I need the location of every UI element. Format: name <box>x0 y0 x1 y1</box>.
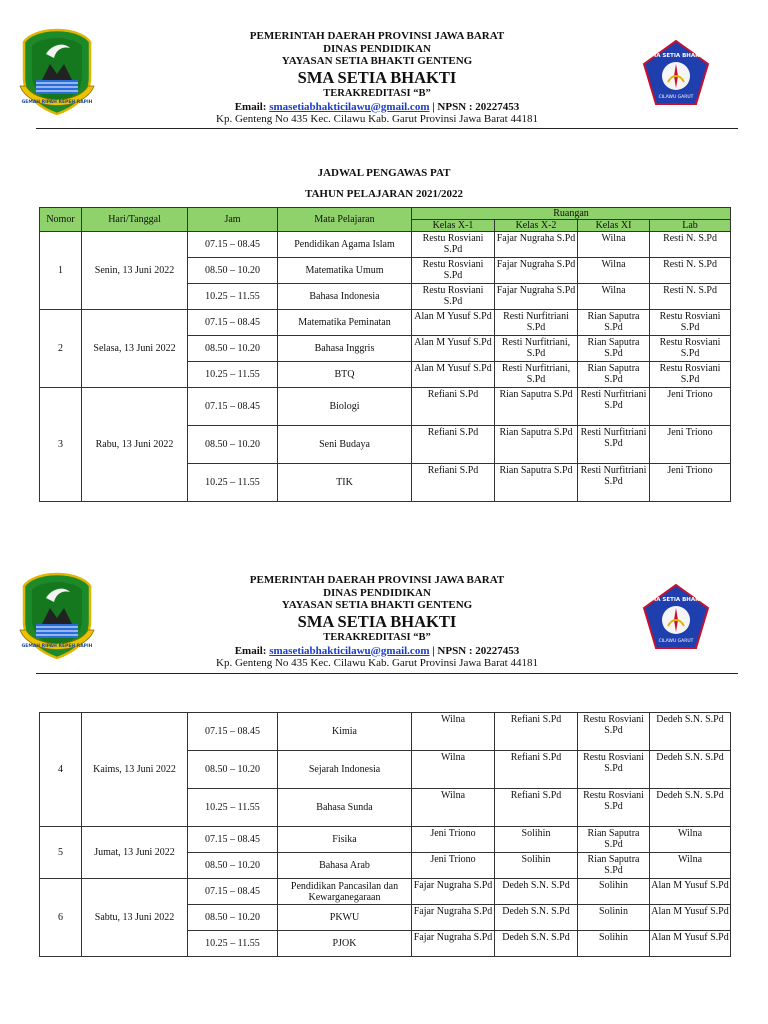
npsn: | NPSN : 20227453 <box>429 100 520 113</box>
time-slot: 08.50 – 10.20 <box>188 426 278 464</box>
school-logo-icon <box>640 582 712 654</box>
contact-line <box>16 645 738 658</box>
subject: Kimia <box>278 713 412 751</box>
proctor-x2: Fajar Nugraha S.Pd <box>495 232 578 258</box>
proctor-xi: Restu Rosviani S.Pd <box>578 713 650 751</box>
proctor-x1: Alan M Yusuf S.Pd <box>412 336 495 362</box>
proctor-x1: Jeni Triono <box>412 853 495 879</box>
subject: Pendidikan Agama Islam <box>278 232 412 258</box>
letterhead <box>16 570 738 670</box>
proctor-xi: Rian Saputra S.Pd <box>578 362 650 388</box>
proctor-lab: Restu Rosviani S.Pd <box>650 362 731 388</box>
proctor-x1: Refiani S.Pd <box>412 426 495 464</box>
foundation-line: YAYASAN SETIA BHAKTI GENTENG <box>281 599 473 611</box>
proctor-x2: Refiani S.Pd <box>495 751 578 789</box>
proctor-x1: Wilna <box>412 713 495 751</box>
proctor-xi: Rian Saputra S.Pd <box>578 827 650 853</box>
time-slot: 10.25 – 11.55 <box>188 284 278 310</box>
gov-line: PEMERINTAH DAERAH PROVINSI JAWA BARAT <box>249 30 505 42</box>
proctor-x2: Resti Nurfitriani, S.Pd <box>495 362 578 388</box>
proctor-x1: Fajar Nugraha S.Pd <box>412 931 495 957</box>
letterhead-rule <box>36 673 738 674</box>
header-room: Lab <box>650 220 731 232</box>
proctor-lab: Jeni Triono <box>650 426 731 464</box>
proctor-xi: Solihin <box>578 879 650 905</box>
accreditation: TERAKREDITASI “B” <box>323 631 431 643</box>
proctor-x1: Wilna <box>412 751 495 789</box>
proctor-xi: Solihin <box>578 931 650 957</box>
letterhead-rule <box>36 128 738 129</box>
table-row <box>40 713 731 751</box>
time-slot: 10.25 – 11.55 <box>188 464 278 502</box>
proctor-x1: Restu Rosviani S.Pd <box>412 258 495 284</box>
header-room: Kelas XI <box>578 220 650 232</box>
time-slot: 07.15 – 08.45 <box>188 879 278 905</box>
proctor-x2: Dedeh S.N. S.Pd <box>495 879 578 905</box>
subject: Pendidikan Pancasilan dan Kewarganegaraan <box>278 879 412 905</box>
proctor-x2: Rian Saputra S.Pd <box>495 388 578 426</box>
proctor-x2: Rian Saputra S.Pd <box>495 464 578 502</box>
proctor-x2: Solihin <box>495 853 578 879</box>
email-link[interactable]: smasetiabhakticilawu@gmail.com <box>269 644 430 657</box>
proctor-x2: Refiani S.Pd <box>495 713 578 751</box>
day-date: Rabu, 13 Juni 2022 <box>82 388 188 502</box>
time-slot: 07.15 – 08.45 <box>188 232 278 258</box>
letterhead <box>16 26 738 126</box>
proctor-xi: Wilna <box>578 258 650 284</box>
svg-text:SMA SETIA BHAKTI: SMA SETIA BHAKTI <box>646 597 706 603</box>
time-slot: 10.25 – 11.55 <box>188 789 278 827</box>
subject: Matematika Umum <box>278 258 412 284</box>
day-number: 3 <box>40 388 82 502</box>
proctor-lab: Dedeh S.N. S.Pd <box>650 789 731 827</box>
subject: Bahasa Arab <box>278 853 412 879</box>
time-slot: 08.50 – 10.20 <box>188 258 278 284</box>
contact-line <box>16 101 738 114</box>
time-slot: 07.15 – 08.45 <box>188 713 278 751</box>
proctor-x2: Fajar Nugraha S.Pd <box>495 258 578 284</box>
time-slot: 08.50 – 10.20 <box>188 853 278 879</box>
time-slot: 08.50 – 10.20 <box>188 751 278 789</box>
subject: Sejarah Indonesia <box>278 751 412 789</box>
accreditation: TERAKREDITASI “B” <box>323 87 431 99</box>
proctor-x2: Fajar Nugraha S.Pd <box>495 284 578 310</box>
table-row <box>40 388 731 426</box>
proctor-x2: Rian Saputra S.Pd <box>495 426 578 464</box>
email-label: Email: <box>234 644 270 657</box>
gov-line: PEMERINTAH DAERAH PROVINSI JAWA BARAT <box>249 574 505 586</box>
proctor-lab: Alan M Yusuf S.Pd <box>650 879 731 905</box>
address: Kp. Genteng No 435 Kec. Cilawu Kab. Garut Provinsi Jawa Barat 44181 <box>216 657 538 669</box>
proctor-xi: Resti Nurfitriani S.Pd <box>578 388 650 426</box>
svg-text:SMA SETIA BHAKTI: SMA SETIA BHAKTI <box>646 53 706 59</box>
header-mapel: Mata Pelajaran <box>278 208 412 232</box>
document-title: JADWAL PENGAWAS PAT <box>317 167 451 179</box>
subject: Matematika Peminatan <box>278 310 412 336</box>
npsn: | NPSN : 20227453 <box>429 644 520 657</box>
day-number: 2 <box>40 310 82 388</box>
email-label: Email: <box>234 100 270 113</box>
proctor-lab: Dedeh S.N. S.Pd <box>650 751 731 789</box>
svg-text:CILAWU GARUT: CILAWU GARUT <box>658 639 694 644</box>
proctor-xi: Rian Saputra S.Pd <box>578 336 650 362</box>
subject: Bahasa Inggris <box>278 336 412 362</box>
proctor-x2: Refiani S.Pd <box>495 789 578 827</box>
time-slot: 07.15 – 08.45 <box>188 310 278 336</box>
proctor-xi: Wilna <box>578 284 650 310</box>
header-nomor: Nomor <box>40 208 82 232</box>
proctor-xi: Rian Saputra S.Pd <box>578 853 650 879</box>
proctor-lab: Resti N. S.Pd <box>650 284 731 310</box>
proctor-lab: Jeni Triono <box>650 464 731 502</box>
svg-text:GEMAH RIPAH REPEH RAPIH: GEMAH RIPAH REPEH RAPIH <box>21 100 93 105</box>
letterhead-text <box>16 574 738 670</box>
foundation-line: YAYASAN SETIA BHAKTI GENTENG <box>281 55 473 67</box>
proctor-xi: Restu Rosviani S.Pd <box>578 751 650 789</box>
day-date: Jumat, 13 Juni 2022 <box>82 827 188 879</box>
subject: Fisika <box>278 827 412 853</box>
time-slot: 08.50 – 10.20 <box>188 905 278 931</box>
proctor-xi: Restu Rosviani S.Pd <box>578 789 650 827</box>
proctor-x2: Resti Nurfitriani S.Pd <box>495 310 578 336</box>
proctor-lab: Alan M Yusuf S.Pd <box>650 931 731 957</box>
address: Kp. Genteng No 435 Kec. Cilawu Kab. Garut Provinsi Jawa Barat 44181 <box>216 113 538 125</box>
day-number: 4 <box>40 713 82 827</box>
school-name: SMA SETIA BHAKTI <box>297 611 457 631</box>
email-link[interactable]: smasetiabhakticilawu@gmail.com <box>269 100 430 113</box>
table-row <box>40 827 731 853</box>
day-date: Senin, 13 Juni 2022 <box>82 232 188 310</box>
schedule-table <box>39 207 731 502</box>
proctor-x2: Solihin <box>495 827 578 853</box>
proctor-x1: Fajar Nugraha S.Pd <box>412 905 495 931</box>
proctor-x1: Restu Rosviani S.Pd <box>412 284 495 310</box>
proctor-lab: Restu Rosviani S.Pd <box>650 310 731 336</box>
time-slot: 10.25 – 11.55 <box>188 362 278 388</box>
letterhead-text <box>16 30 738 126</box>
day-number: 5 <box>40 827 82 879</box>
proctor-lab: Wilna <box>650 853 731 879</box>
proctor-lab: Jeni Triono <box>650 388 731 426</box>
subject: Seni Budaya <box>278 426 412 464</box>
proctor-xi: Resti Nurfitriani S.Pd <box>578 426 650 464</box>
proctor-x2: Resti Nurfitriani, S.Pd <box>495 336 578 362</box>
proctor-lab: Resti N. S.Pd <box>650 232 731 258</box>
svg-text:CILAWU GARUT: CILAWU GARUT <box>658 95 694 100</box>
proctor-x1: Refiani S.Pd <box>412 388 495 426</box>
proctor-x1: Fajar Nugraha S.Pd <box>412 879 495 905</box>
table-row <box>40 310 731 336</box>
proctor-x1: Restu Rosviani S.Pd <box>412 232 495 258</box>
school-name: SMA SETIA BHAKTI <box>297 67 457 87</box>
svg-text:GEMAH RIPAH REPEH RAPIH: GEMAH RIPAH REPEH RAPIH <box>21 644 93 649</box>
proctor-x1: Alan M Yusuf S.Pd <box>412 362 495 388</box>
proctor-x2: Dedeh S.N. S.Pd <box>495 931 578 957</box>
day-date: Selasa, 13 Juni 2022 <box>82 310 188 388</box>
proctor-lab: Restu Rosviani S.Pd <box>650 336 731 362</box>
table-row <box>40 879 731 905</box>
time-slot: 07.15 – 08.45 <box>188 827 278 853</box>
time-slot: 10.25 – 11.55 <box>188 931 278 957</box>
proctor-lab: Dedeh S.N. S.Pd <box>650 713 731 751</box>
proctor-xi: Resti Nurfitriani S.Pd <box>578 464 650 502</box>
proctor-xi: Solinin <box>578 905 650 931</box>
time-slot: 07.15 – 08.45 <box>188 388 278 426</box>
document-subtitle: TAHUN PELAJARAN 2021/2022 <box>304 188 464 200</box>
proctor-x1: Alan M Yusuf S.Pd <box>412 310 495 336</box>
time-slot: 08.50 – 10.20 <box>188 336 278 362</box>
proctor-xi: Wilna <box>578 232 650 258</box>
proctor-x1: Jeni Triono <box>412 827 495 853</box>
subject: BTQ <box>278 362 412 388</box>
table-row <box>40 232 731 258</box>
dept-line: DINAS PENDIDIKAN <box>323 42 431 55</box>
proctor-lab: Resti N. S.Pd <box>650 258 731 284</box>
header-ruangan: Ruangan <box>412 208 731 220</box>
subject: PJOK <box>278 931 412 957</box>
day-date: Kaims, 13 Juni 2022 <box>82 713 188 827</box>
dept-line: DINAS PENDIDIKAN <box>323 586 431 599</box>
day-number: 6 <box>40 879 82 957</box>
day-date: Sabtu, 13 Juni 2022 <box>82 879 188 957</box>
subject: Bahasa Sunda <box>278 789 412 827</box>
proctor-xi: Rian Saputra S.Pd <box>578 310 650 336</box>
proctor-x1: Wilna <box>412 789 495 827</box>
proctor-x2: Dedeh S.N. S.Pd <box>495 905 578 931</box>
proctor-lab: Wilna <box>650 827 731 853</box>
header-room: Kelas X-2 <box>495 220 578 232</box>
schedule-table-continued <box>39 712 731 957</box>
subject: PKWU <box>278 905 412 931</box>
school-logo-icon <box>640 38 712 110</box>
proctor-lab: Alan M Yusuf S.Pd <box>650 905 731 931</box>
header-hari: Hari/Tanggal <box>82 208 188 232</box>
subject: Bahasa Indonesia <box>278 284 412 310</box>
header-room: Kelas X-1 <box>412 220 495 232</box>
header-jam: Jam <box>188 208 278 232</box>
subject: Biologi <box>278 388 412 426</box>
proctor-x1: Refiani S.Pd <box>412 464 495 502</box>
day-number: 1 <box>40 232 82 310</box>
subject: TIK <box>278 464 412 502</box>
